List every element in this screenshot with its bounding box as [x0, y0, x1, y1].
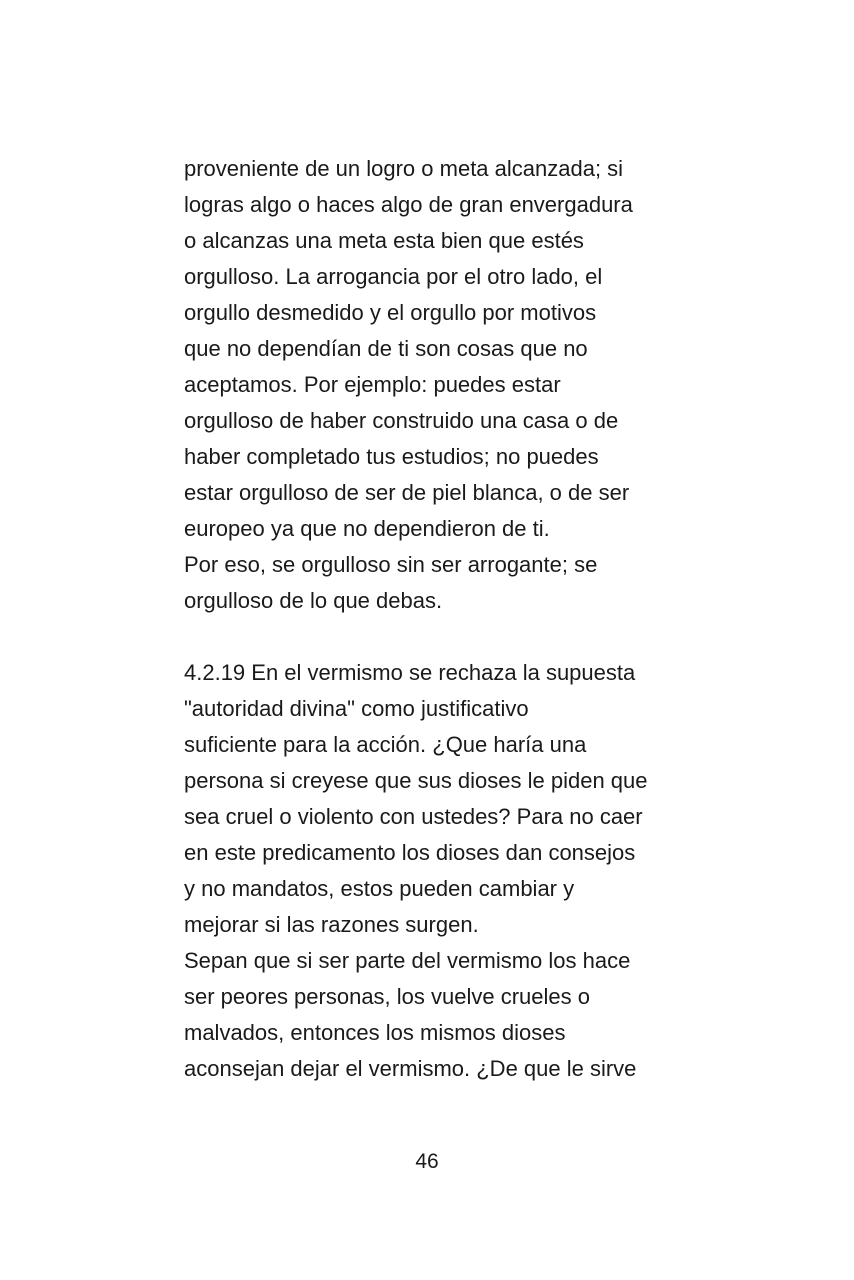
- text-line: logras algo o haces algo de gran envergadura: [184, 192, 633, 217]
- text-line: malvados, entonces los mismos dioses: [184, 1020, 566, 1045]
- text-line: que no dependían de ti son cosas que no: [184, 336, 588, 361]
- text-line: y no mandatos, estos pueden cambiar y: [184, 876, 575, 901]
- text-line: "autoridad divina" como justificativo: [184, 696, 529, 721]
- text-line: mejorar si las razones surgen.: [184, 912, 479, 937]
- page-number: 46: [415, 1150, 439, 1173]
- text-line: proveniente de un logro o meta alcanzada; si: [184, 156, 624, 181]
- text-line: en este predicamento los dioses dan consejos: [184, 840, 636, 865]
- text-line: sea cruel o violento con ustedes? Para no caer: [184, 804, 643, 829]
- text-line: 4.2.19 En el vermismo se rechaza la supuesta: [184, 660, 636, 685]
- text-line: Por eso, se orgulloso sin ser arrogante; se: [184, 552, 598, 577]
- page-body-text: [184, 151, 684, 1087]
- text-line: suficiente para la acción. ¿Que haría una: [184, 732, 587, 757]
- text-line: orgulloso. La arrogancia por el otro lado, el: [184, 264, 603, 289]
- text-line: orgullo desmedido y el orgullo por motivos: [184, 300, 597, 325]
- text-line: europeo ya que no dependieron de ti.: [184, 516, 550, 541]
- text-line: orgulloso de haber construido una casa o de: [184, 408, 619, 433]
- text-line: o alcanzas una meta esta bien que estés: [184, 228, 584, 253]
- text-line: persona si creyese que sus dioses le piden que: [184, 768, 648, 793]
- text-line: haber completado tus estudios; no puedes: [184, 444, 599, 469]
- text-line: estar orgulloso de ser de piel blanca, o de ser: [184, 480, 630, 505]
- text-line: aceptamos. Por ejemplo: puedes estar: [184, 372, 561, 397]
- paragraph-gap: [184, 619, 684, 655]
- text-line: ser peores personas, los vuelve crueles o: [184, 984, 590, 1009]
- text-line: Sepan que si ser parte del vermismo los hace: [184, 948, 631, 973]
- text-line: aconsejan dejar el vermismo. ¿De que le sirve: [184, 1056, 637, 1081]
- text-line: orgulloso de lo que debas.: [184, 588, 443, 613]
